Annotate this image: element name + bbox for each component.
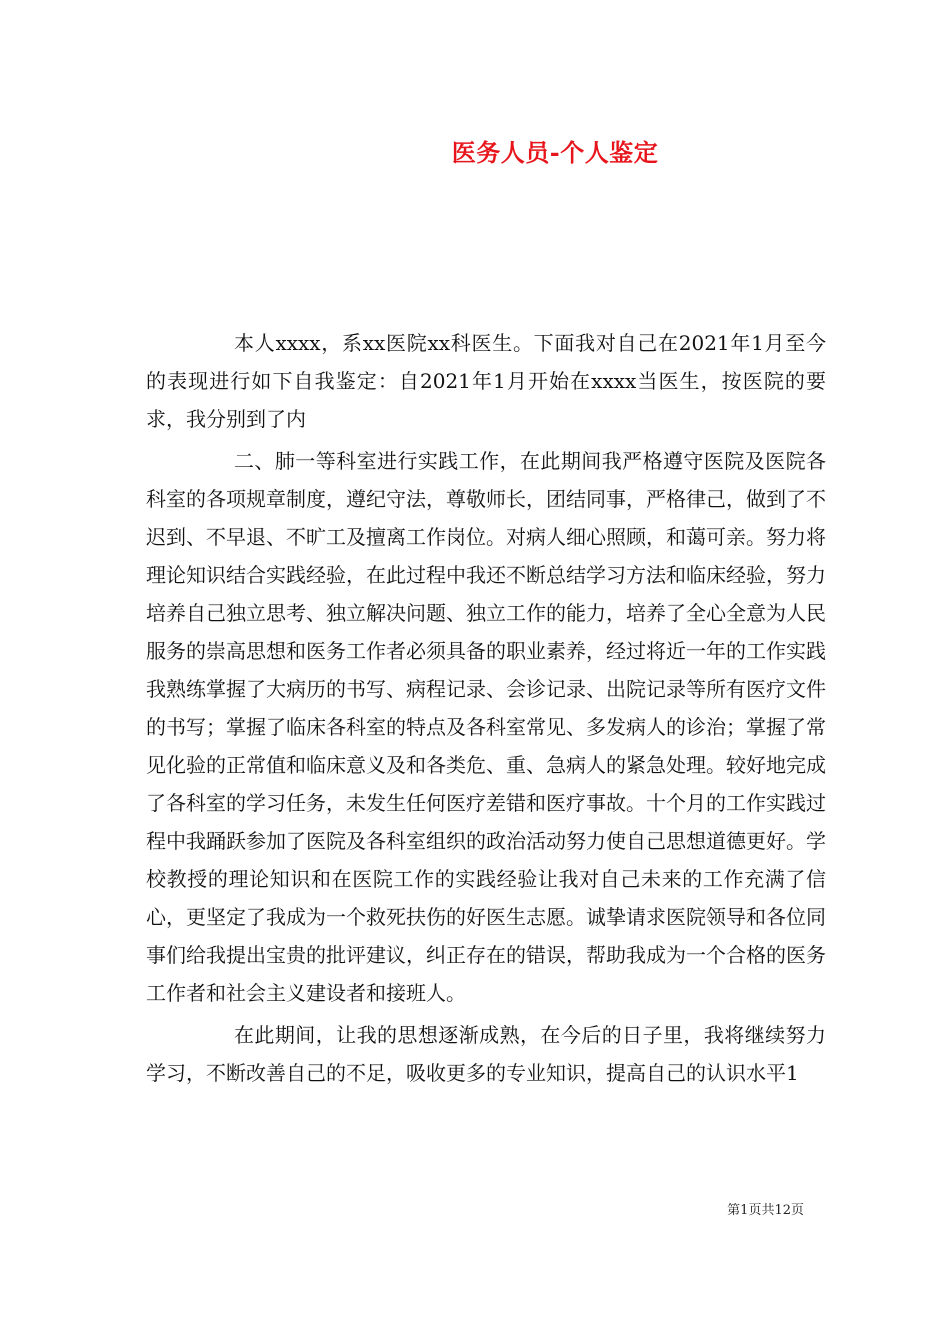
document-title: 医务人员-个人鉴定 <box>451 138 659 167</box>
paragraph-main: 二、肺一等科室进行实践工作，在此期间我严格遵守医院及医院各科室的各项规章制度，遵纪守法，尊敬师长，团结同事，严格律己，做到了不迟到、不早退、不旷工及擅离工作岗位。对病人细心照顾，和蔼可亲。努力将理论知识结合实践经验，在此过程中我还不断总结学习方法和临床经验，努力培养自己独立思考、独立解决问题、独立工作的能力，培养了全心全意为人民服务的崇高思想和医务工作者必须具备的职业素养，经过将近一年的工作实践我熟练掌握了大病历的书写、病程记录、会诊记录、出院记录等所有医疗文件的书写；掌握了临床各科室的特点及各科室常见、多发病人的诊治；掌握了常见化验的正常值和临床意义及和各类危、重、急病人的紧急处理。较好地完成了各科室的学习任务，未发生任何医疗差错和医疗事故。十个月的工作实践过程中我踊跃参加了医院及各科室组织的政治活动努力使自己思想道德更好。学校教授的理论知识和在医院工作的实践经验让我对自己未来的工作充满了信心，更坚定了我成为一个救死扶伤的好医生志愿。诚挚请求医院领导和各位同事们给我提出宝贵的批评建议，纠正存在的错误，帮助我成为一个合格的医务工作者和社会主义建设者和接班人。 <box>146 449 826 1005</box>
paragraph-closing: 在此期间，让我的思想逐渐成熟，在今后的日子里，我将继续努力学习，不断改善自己的不足，吸收更多的专业知识，提高自己的认识水平1 <box>146 1023 826 1085</box>
document-body <box>146 324 826 1092</box>
page-number-footer: 第1页共12页 <box>727 1203 804 1218</box>
paragraph-intro: 本人xxxx，系xx医院xx科医生。下面我对自己在2021年1月至今的表现进行如下自我鉴定：自2021年1月开始在xxxx当医生，按医院的要求，我分别到了内 <box>146 331 826 431</box>
